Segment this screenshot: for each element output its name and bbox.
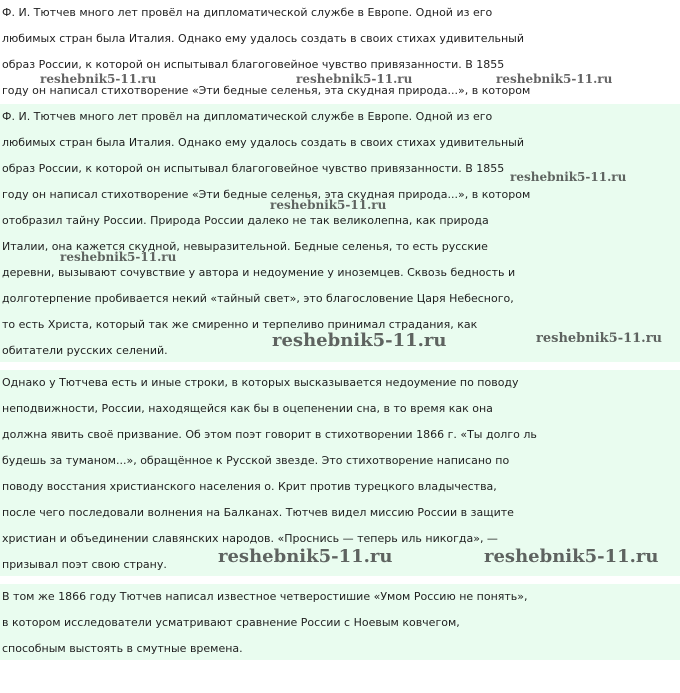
watermark: reshebnik5-11.ru	[536, 331, 663, 346]
text-line: поводу восстания христианского населения о. Крит против турецкого владычества,	[2, 480, 497, 493]
paragraph-3	[0, 584, 680, 660]
text-line: должна явить своё призвание. Об этом поэт говорит в стихотворении 1866 г. «Ты долго ль	[2, 428, 537, 441]
top-fragment-paragraph	[2, 0, 680, 104]
text-line: призывал поэт свою страну.	[2, 558, 167, 571]
text-line: долготерпение пробивается некий «тайный свет», это благословение Царя Небесного,	[2, 292, 514, 305]
text-line: Италии, она кажется скудной, невыразительной. Бедные селенья, то есть русские	[2, 240, 488, 253]
watermark: reshebnik5-11.ru	[40, 72, 157, 86]
watermark: reshebnik5-11.ru	[484, 546, 659, 567]
text-line: образ России, к которой он испытывал благоговейное чувство привязанности. В 1855	[2, 58, 505, 71]
text-line: Ф. И. Тютчев много лет провёл на дипломатической службе в Европе. Одной из его	[2, 6, 493, 19]
text-line: христиан и объединении славянских народов. «Проснись — теперь иль никогда», —	[2, 532, 498, 545]
watermark: reshebnik5-11.ru	[270, 198, 387, 212]
text-line: образ России, к которой он испытывал благоговейное чувство привязанности. В 1855	[2, 162, 505, 175]
text-line: способным выстоять в смутные времена.	[2, 642, 243, 655]
text-line: обитатели русских селений.	[2, 344, 168, 357]
text-line: Ф. И. Тютчев много лет провёл на дипломатической службе в Европе. Одной из его	[2, 110, 493, 123]
watermark: reshebnik5-11.ru	[60, 250, 177, 264]
text-line: году он написал стихотворение «Эти бедные селенья, эта скудная природа...», в котором	[2, 84, 531, 97]
text-line: любимых стран была Италия. Однако ему удалось создать в своих стихах удивительный	[2, 136, 524, 149]
text-line: после чего последовали волнения на Балканах. Тютчев видел миссию России в защите	[2, 506, 514, 519]
watermark: reshebnik5-11.ru	[218, 546, 393, 567]
paragraph-2	[0, 370, 680, 576]
text-line: то есть Христа, который так же смиренно и терпеливо принимал страдания, как	[2, 318, 478, 331]
text-line: Однако у Тютчева есть и иные строки, в которых высказывается недоумение по поводу	[2, 376, 519, 389]
watermark: reshebnik5-11.ru	[510, 170, 627, 184]
top-text-fragment	[0, 0, 680, 104]
text-line: отобразил тайну России. Природа России далеко не так великолепна, как природа	[2, 214, 489, 227]
watermark: reshebnik5-11.ru	[272, 330, 447, 351]
text-line: любимых стран была Италия. Однако ему удалось создать в своих стихах удивительный	[2, 32, 524, 45]
text-line: неподвижности, России, находящейся как бы в оцепенении сна, в то время как она	[2, 402, 493, 415]
watermark: reshebnik5-11.ru	[296, 72, 413, 86]
paragraph-1	[0, 104, 680, 362]
text-line: году он написал стихотворение «Эти бедные селенья, эта скудная природа...», в котором	[2, 188, 531, 201]
text-line: В том же 1866 году Тютчев написал известное четверостишие «Умом Россию не понять»,	[2, 590, 528, 603]
text-line: будешь за туманом...», обращённое к Русской звезде. Это стихотворение написано по	[2, 454, 510, 467]
text-line: деревни, вызывают сочувствие у автора и недоумение у иноземцев. Сквозь бедность и	[2, 266, 516, 279]
text-line: в котором исследователи усматривают сравнение России с Ноевым ковчегом,	[2, 616, 460, 629]
watermark: reshebnik5-11.ru	[496, 72, 613, 86]
